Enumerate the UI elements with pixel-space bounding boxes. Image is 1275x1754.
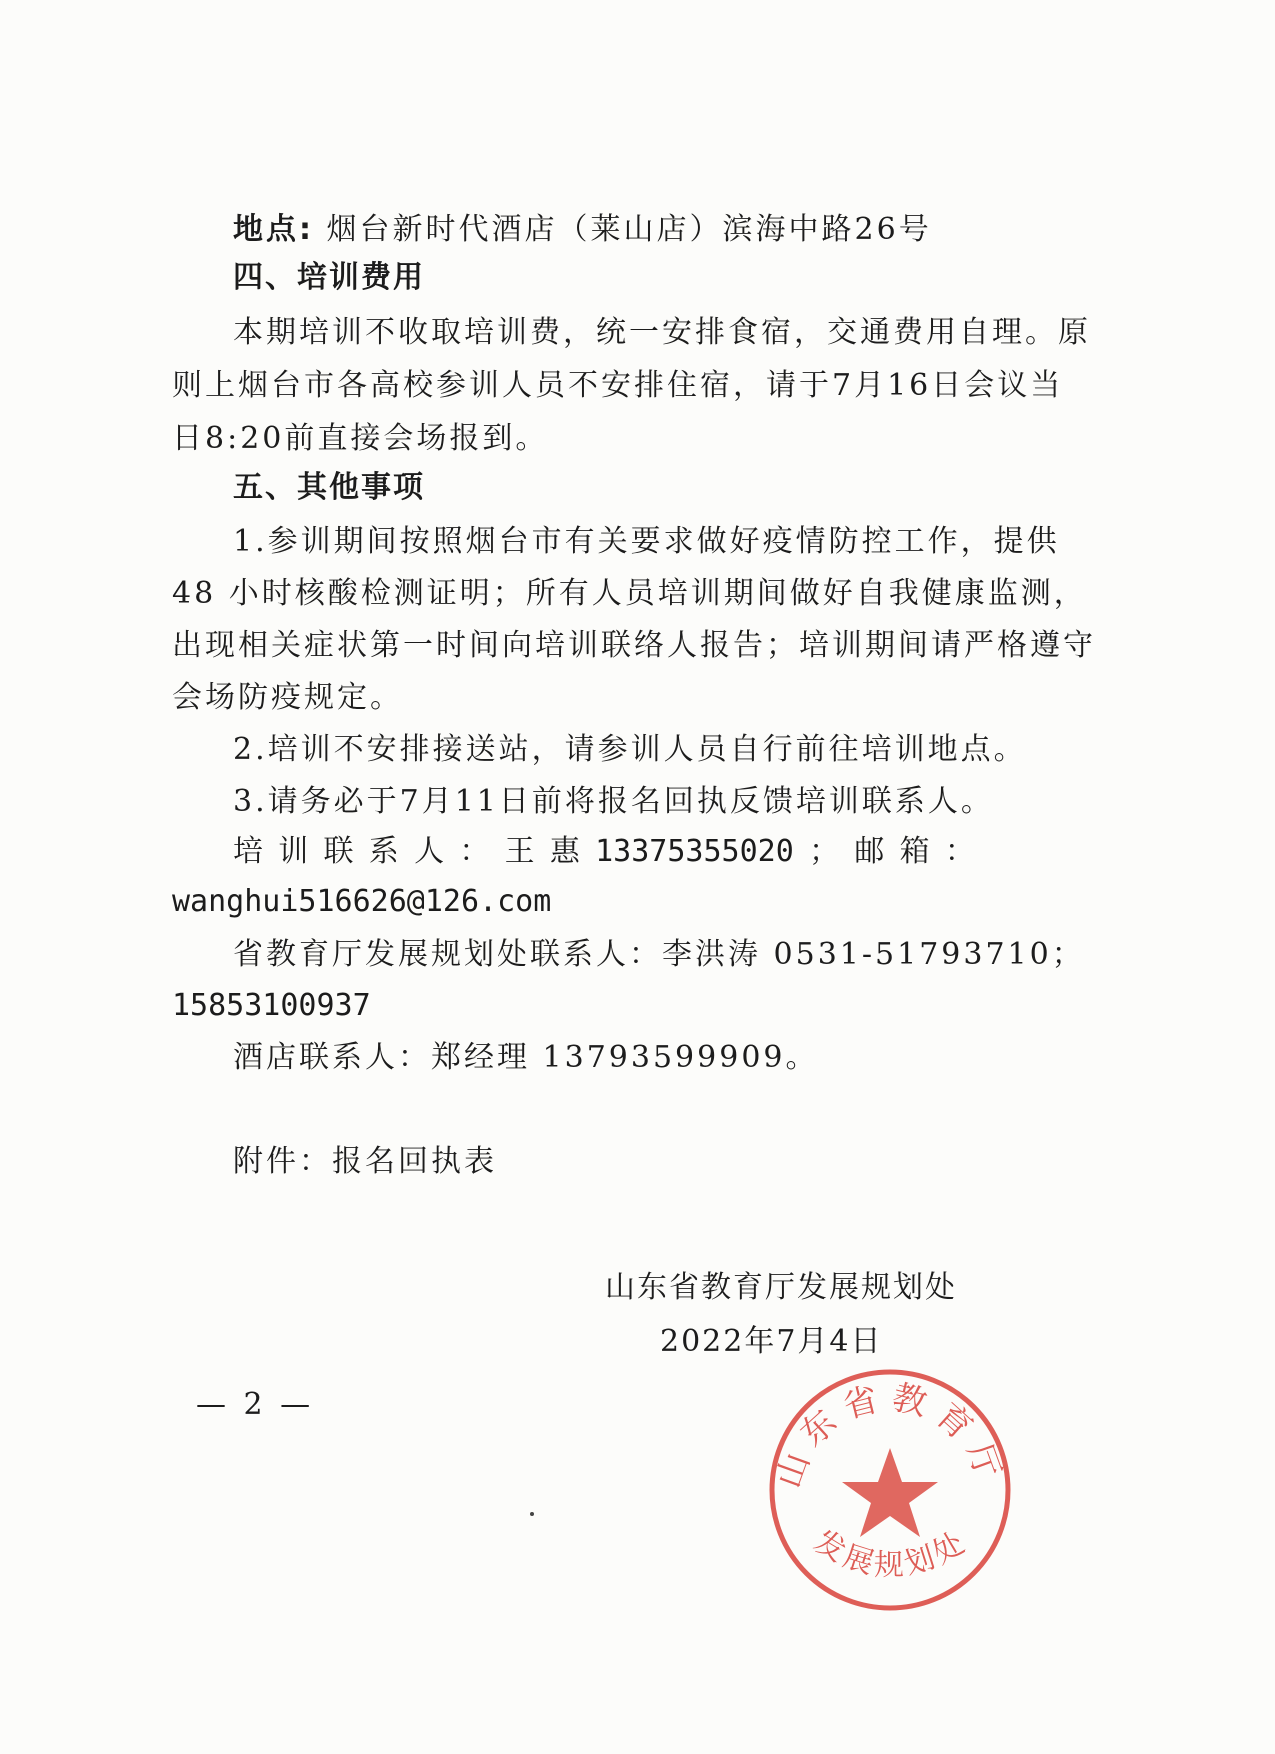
item1-line2: 48 小时核酸检测证明；所有人员培训期间做好自我健康监测，: [172, 576, 1087, 611]
section4-para-line2: 则上烟台市各高校参训人员不安排住宿，请于7月16日会议当: [172, 368, 1064, 403]
location-label: 地点:: [233, 212, 314, 247]
official-seal: [760, 1360, 1020, 1620]
page-number: — 2 —: [196, 1387, 315, 1422]
contact1-part: 王: [504, 834, 535, 869]
svg-text:发展规划处: [808, 1524, 974, 1583]
contact1-part: 惠: [549, 834, 580, 869]
section5-heading: 五、其他事项: [233, 470, 425, 505]
contact1-part: ：: [944, 834, 975, 869]
signature-date: 2022年7月4日: [660, 1324, 883, 1359]
section4-para-line1: 本期培训不收取培训费，统一安排食宿，交通费用自理。原: [233, 315, 1091, 350]
seal-bottom-text: 发展规划处: [808, 1523, 974, 1584]
contact1-line: [233, 832, 975, 872]
location-value: 烟台新时代酒店（莱山店）滨海中路26号: [326, 212, 932, 247]
item1-line4: 会场防疫规定。: [172, 680, 403, 715]
contact1-email: wanghui516626@126.com: [172, 884, 552, 919]
contact1-part: 训: [278, 834, 309, 869]
section4-para-line3: 日8:20前直接会场报到。: [172, 421, 549, 456]
item3-line: 3.请务必于7月11日前将报名回执反馈培训联系人。: [233, 784, 994, 819]
contact1-part: ：: [459, 834, 490, 869]
item1-line3: 出现相关症状第一时间向培训联络人报告；培训期间请严格遵守: [172, 628, 1096, 663]
scan-speck: [530, 1512, 534, 1516]
contact1-part: 系: [368, 834, 399, 869]
contact1-part: 联: [323, 834, 354, 869]
section4-heading: 四、培训费用: [233, 260, 425, 295]
contact2-line2: 15853100937: [172, 988, 371, 1023]
contact1-part: 箱: [899, 834, 930, 869]
seal-top-text: 山东省教育厅: [768, 1377, 1012, 1494]
contact1-part: ；: [809, 834, 840, 869]
contact2-line1: 省教育厅发展规划处联系人：李洪涛 0531-51793710；: [233, 937, 1085, 972]
attachment-line: 附件：报名回执表: [233, 1144, 497, 1179]
contact1-part: 培: [233, 834, 263, 869]
item1-line1: 1.参训期间按照烟台市有关要求做好疫情防控工作，提供: [233, 524, 1060, 559]
contact1-part: 邮: [854, 834, 885, 869]
location-line: [233, 210, 932, 250]
signature-org: 山东省教育厅发展规划处: [605, 1270, 957, 1305]
seal-star-icon: [842, 1448, 938, 1537]
item2-line: 2.培训不安排接送站，请参训人员自行前往培训地点。: [233, 732, 1027, 767]
contact3-line: 酒店联系人：郑经理 13793599909。: [233, 1040, 819, 1075]
contact1-part: 人: [414, 834, 445, 869]
contact1-phone: 13375355020: [595, 834, 794, 869]
